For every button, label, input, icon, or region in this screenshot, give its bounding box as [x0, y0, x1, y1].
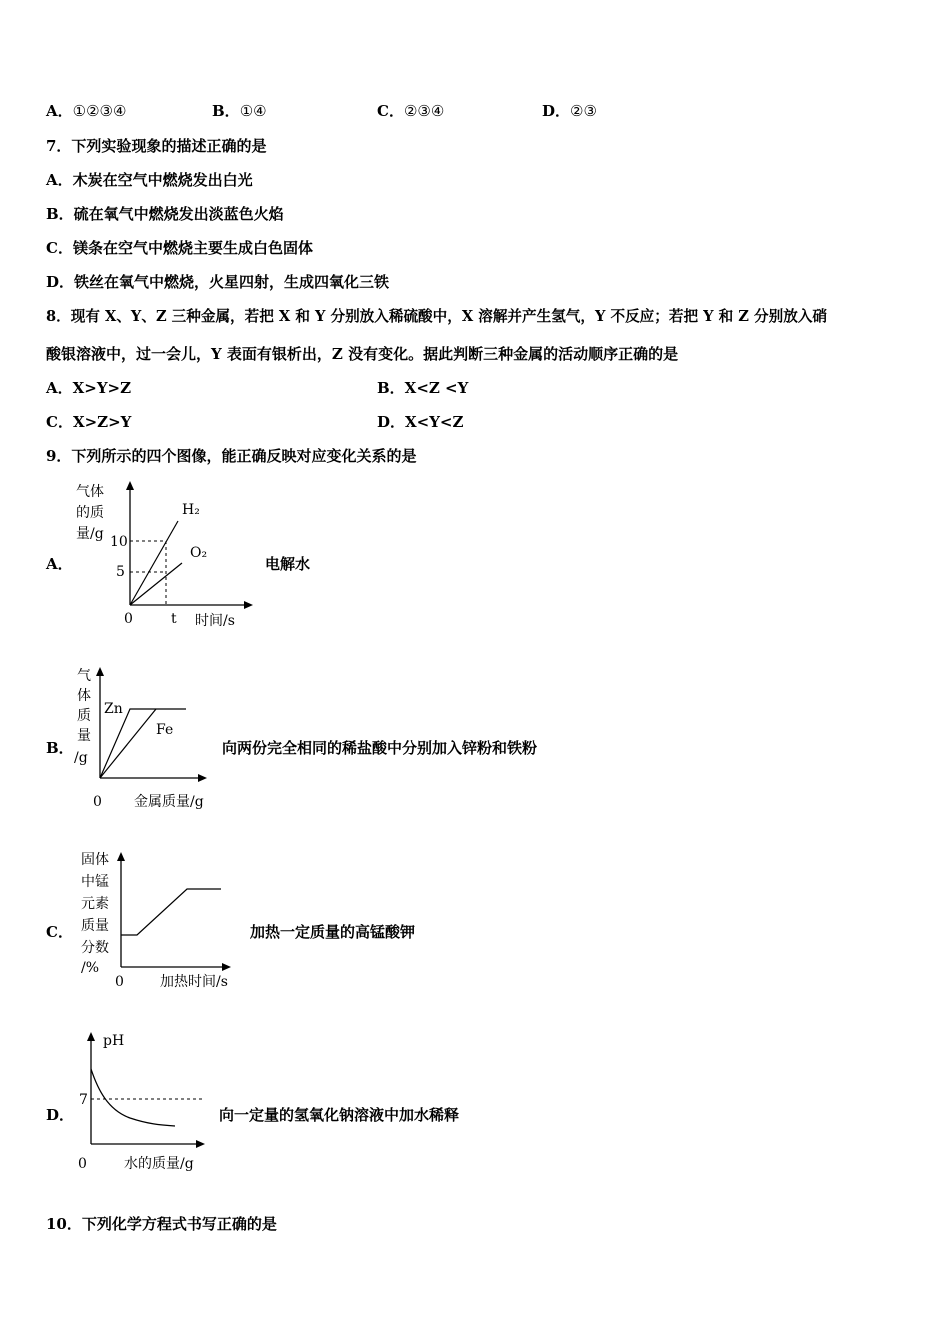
- graph-d-x-arrow: [196, 1140, 205, 1148]
- graph-a-caption: 电解水: [265, 555, 311, 573]
- graph-d-origin: 0: [78, 1156, 87, 1172]
- graph-c-letter: C．: [46, 923, 73, 941]
- graph-d-xlabel: 水的质量/g: [124, 1156, 194, 1172]
- graph-b-ylabel-line1: 气: [77, 668, 91, 684]
- graph-c-ylabel-line5: 分数: [81, 940, 109, 956]
- graph-d-y-arrow: [87, 1032, 95, 1041]
- q6-option-c: C．②③④: [377, 102, 445, 120]
- graph-c-ylabel-line2: 中锰: [81, 874, 109, 890]
- graph-b-series-zn: Zn: [104, 701, 123, 717]
- graph-a-ytick-5: 5: [116, 564, 125, 580]
- graph-b-letter: B．: [46, 739, 74, 757]
- q6-option-d: D．②③: [542, 102, 597, 120]
- graph-d-caption: 向一定量的氢氧化钠溶液中加水稀释: [219, 1106, 460, 1124]
- graph-c-ylabel-line4: 质量: [81, 918, 109, 934]
- q8-option-c: C．X>Z>Y: [46, 413, 132, 431]
- graph-d-ylabel: pH: [103, 1033, 125, 1049]
- graph-b-ylabel-line2: 体: [77, 688, 91, 704]
- q9-stem: 9．下列所示的四个图像，能正确反映对应变化关系的是: [46, 447, 417, 465]
- graph-c-origin: 0: [115, 974, 124, 990]
- q6-option-a: A．①②③④: [46, 102, 127, 120]
- graph-b-ylabel-line3: 质: [77, 708, 91, 724]
- graph-a-series-h2: H₂: [182, 502, 200, 518]
- graph-a-series-o2: O₂: [190, 545, 208, 561]
- graph-c-ylabel-line3: 元素: [81, 896, 109, 912]
- q8-stem-line2: 酸银溶液中，过一会儿，Y 表面有银析出，Z 没有变化。据此判断三种金属的活动顺序正确的是: [46, 345, 679, 363]
- q8-option-b: B．X<Z <Y: [377, 379, 469, 397]
- graph-a-ylabel-line3: 量/g: [76, 526, 104, 542]
- graph-d-letter: D．: [46, 1106, 75, 1124]
- graph-a-ylabel-line1: 气体: [76, 484, 104, 500]
- q10-stem: 10．下列化学方程式书写正确的是: [46, 1215, 277, 1233]
- q8-option-d: D．X<Y<Z: [377, 413, 464, 431]
- graph-c-ylabel-line6: /%: [81, 960, 100, 976]
- graph-c-caption: 加热一定质量的高锰酸钾: [250, 923, 416, 941]
- graph-b-xlabel: 金属质量/g: [134, 794, 204, 810]
- graph-a-origin: 0: [124, 611, 133, 627]
- graph-a-letter: A．: [46, 555, 73, 573]
- graph-b-origin: 0: [93, 794, 102, 810]
- graph-d-ytick-7: 7: [79, 1092, 88, 1108]
- graph-c-ylabel-line1: 固体: [81, 852, 109, 868]
- q6-option-b: B．①④: [212, 102, 267, 120]
- q7-option-b: B．硫在氧气中燃烧发出淡蓝色火焰: [46, 205, 284, 223]
- graph-a-ylabel-line2: 的质: [76, 505, 104, 521]
- graph-b-series-fe: Fe: [156, 722, 174, 738]
- q8-stem-line1: 8．现有 X、Y、Z 三种金属，若把 X 和 Y 分别放入稀硫酸中，X 溶解并产生氢气，Y 不反应；若把 Y 和 Z 分别放入硝: [46, 308, 828, 325]
- graph-a-xtick-t: t: [171, 611, 177, 627]
- q7-option-a: A．木炭在空气中燃烧发出白光: [46, 171, 253, 189]
- graph-a-ytick-10: 10: [110, 534, 128, 550]
- graph-a-xlabel: 时间/s: [195, 613, 235, 629]
- q7-option-d: D．铁丝在氧气中燃烧，火星四射，生成四氧化三铁: [46, 273, 390, 291]
- graph-b-caption: 向两份完全相同的稀盐酸中分别加入锌粉和铁粉: [222, 739, 538, 757]
- graph-c-xlabel: 加热时间/s: [160, 974, 228, 990]
- q7-stem: 7．下列实验现象的描述正确的是: [46, 137, 267, 155]
- graph-d-curve: [91, 1069, 175, 1126]
- q8-option-a: A．X>Y>Z: [46, 379, 132, 397]
- graph-b-ylabel-line4: 量: [77, 728, 91, 744]
- q7-option-c: C．镁条在空气中燃烧主要生成白色固体: [46, 239, 313, 257]
- graph-b-ylabel-line5: /g: [74, 750, 88, 766]
